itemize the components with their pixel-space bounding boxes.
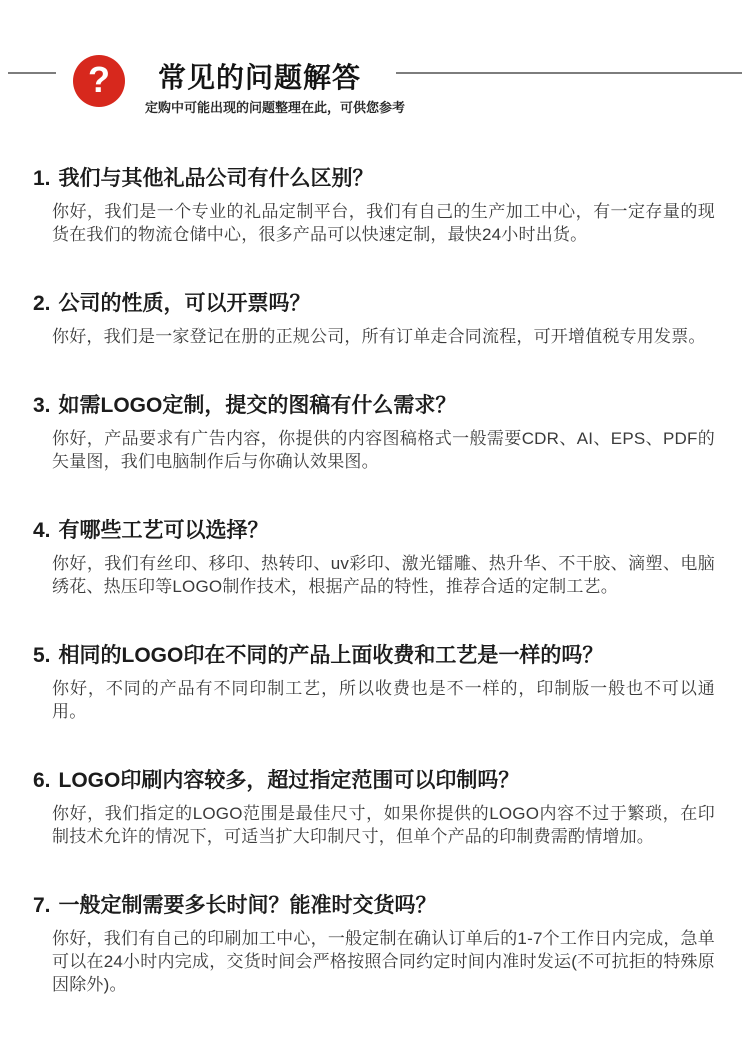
page-subtitle: 定购中可能出现的问题整理在此，可供您参考 [145,100,406,115]
header-rule-left [8,72,56,74]
question-text: 公司的性质，可以开票吗？ [58,292,311,315]
faq-question [33,290,715,318]
question-text: 相同的LOGO印在不同的产品上面收费和工艺是一样的吗？ [58,644,604,667]
faq-question [33,642,715,670]
question-number: 3. [33,394,51,417]
faq-item-7 [33,892,715,996]
question-number: 7. [33,894,51,917]
faq-answer: 你好，不同的产品有不同印制工艺，所以收费也是不一样的，印制版一般也不可以通用。 [52,679,715,721]
faq-answer: 你好，我们有丝印、移印、热转印、uv彩印、激光镭雕、热升华、不干胶、滴塑、电脑绣花、热压印等LOGO制作技术，根据产品的特性，推荐合适的定制工艺。 [52,554,715,596]
faq-question [33,767,715,795]
question-text: 我们与其他礼品公司有什么区别？ [58,167,374,190]
faq-list [0,132,750,996]
header-rule-right [396,72,742,74]
faq-item-4 [33,517,715,598]
faq-item-2 [33,290,715,348]
question-number: 1. [33,167,51,190]
faq-question [33,517,715,545]
question-number: 6. [33,769,51,792]
question-number: 2. [33,292,51,315]
faq-answer: 你好，我们指定的LOGO范围是最佳尺寸，如果你提供的LOGO内容不过于繁琐，在印制技术允许的情况下，可适当扩大印制尺寸，但单个产品的印制费需酌情增加。 [52,804,715,846]
faq-item-6 [33,767,715,848]
faq-question [33,392,715,420]
faq-item-3 [33,392,715,473]
question-text: 如需LOGO定制，提交的图稿有什么需求？ [58,394,457,417]
faq-item-1 [33,165,715,246]
question-number: 5. [33,644,51,667]
question-mark-icon: ? [73,55,125,107]
question-text: 一般定制需要多长时间？能准时交货吗？ [58,894,437,917]
question-text: LOGO印刷内容较多，超过指定范围可以印制吗？ [58,769,520,792]
question-text: 有哪些工艺可以选择？ [58,519,269,542]
faq-answer: 你好，我们是一个专业的礼品定制平台，我们有自己的生产加工中心，有一定存量的现货在我们的物流仓储中心，很多产品可以快速定制，最快24小时出货。 [52,202,715,244]
page-title: 常见的问题解答 [158,62,362,93]
faq-header [0,0,750,132]
faq-answer: 你好，我们是一家登记在册的正规公司，所有订单走合同流程，可开增值税专用发票。 [52,327,706,346]
faq-question [33,165,715,193]
faq-item-5 [33,642,715,723]
faq-answer: 你好，我们有自己的印刷加工中心，一般定制在确认订单后的1-7个工作日内完成，急单可以在24小时内完成，交货时间会严格按照合同约定时间内准时发运(不可抗拒的特殊原因除外)。 [52,929,715,994]
question-number: 4. [33,519,51,542]
faq-question [33,892,715,920]
faq-answer: 你好，产品要求有广告内容，你提供的内容图稿格式一般需要CDR、AI、EPS、PDF的矢量图，我们电脑制作后与你确认效果图。 [52,429,715,471]
